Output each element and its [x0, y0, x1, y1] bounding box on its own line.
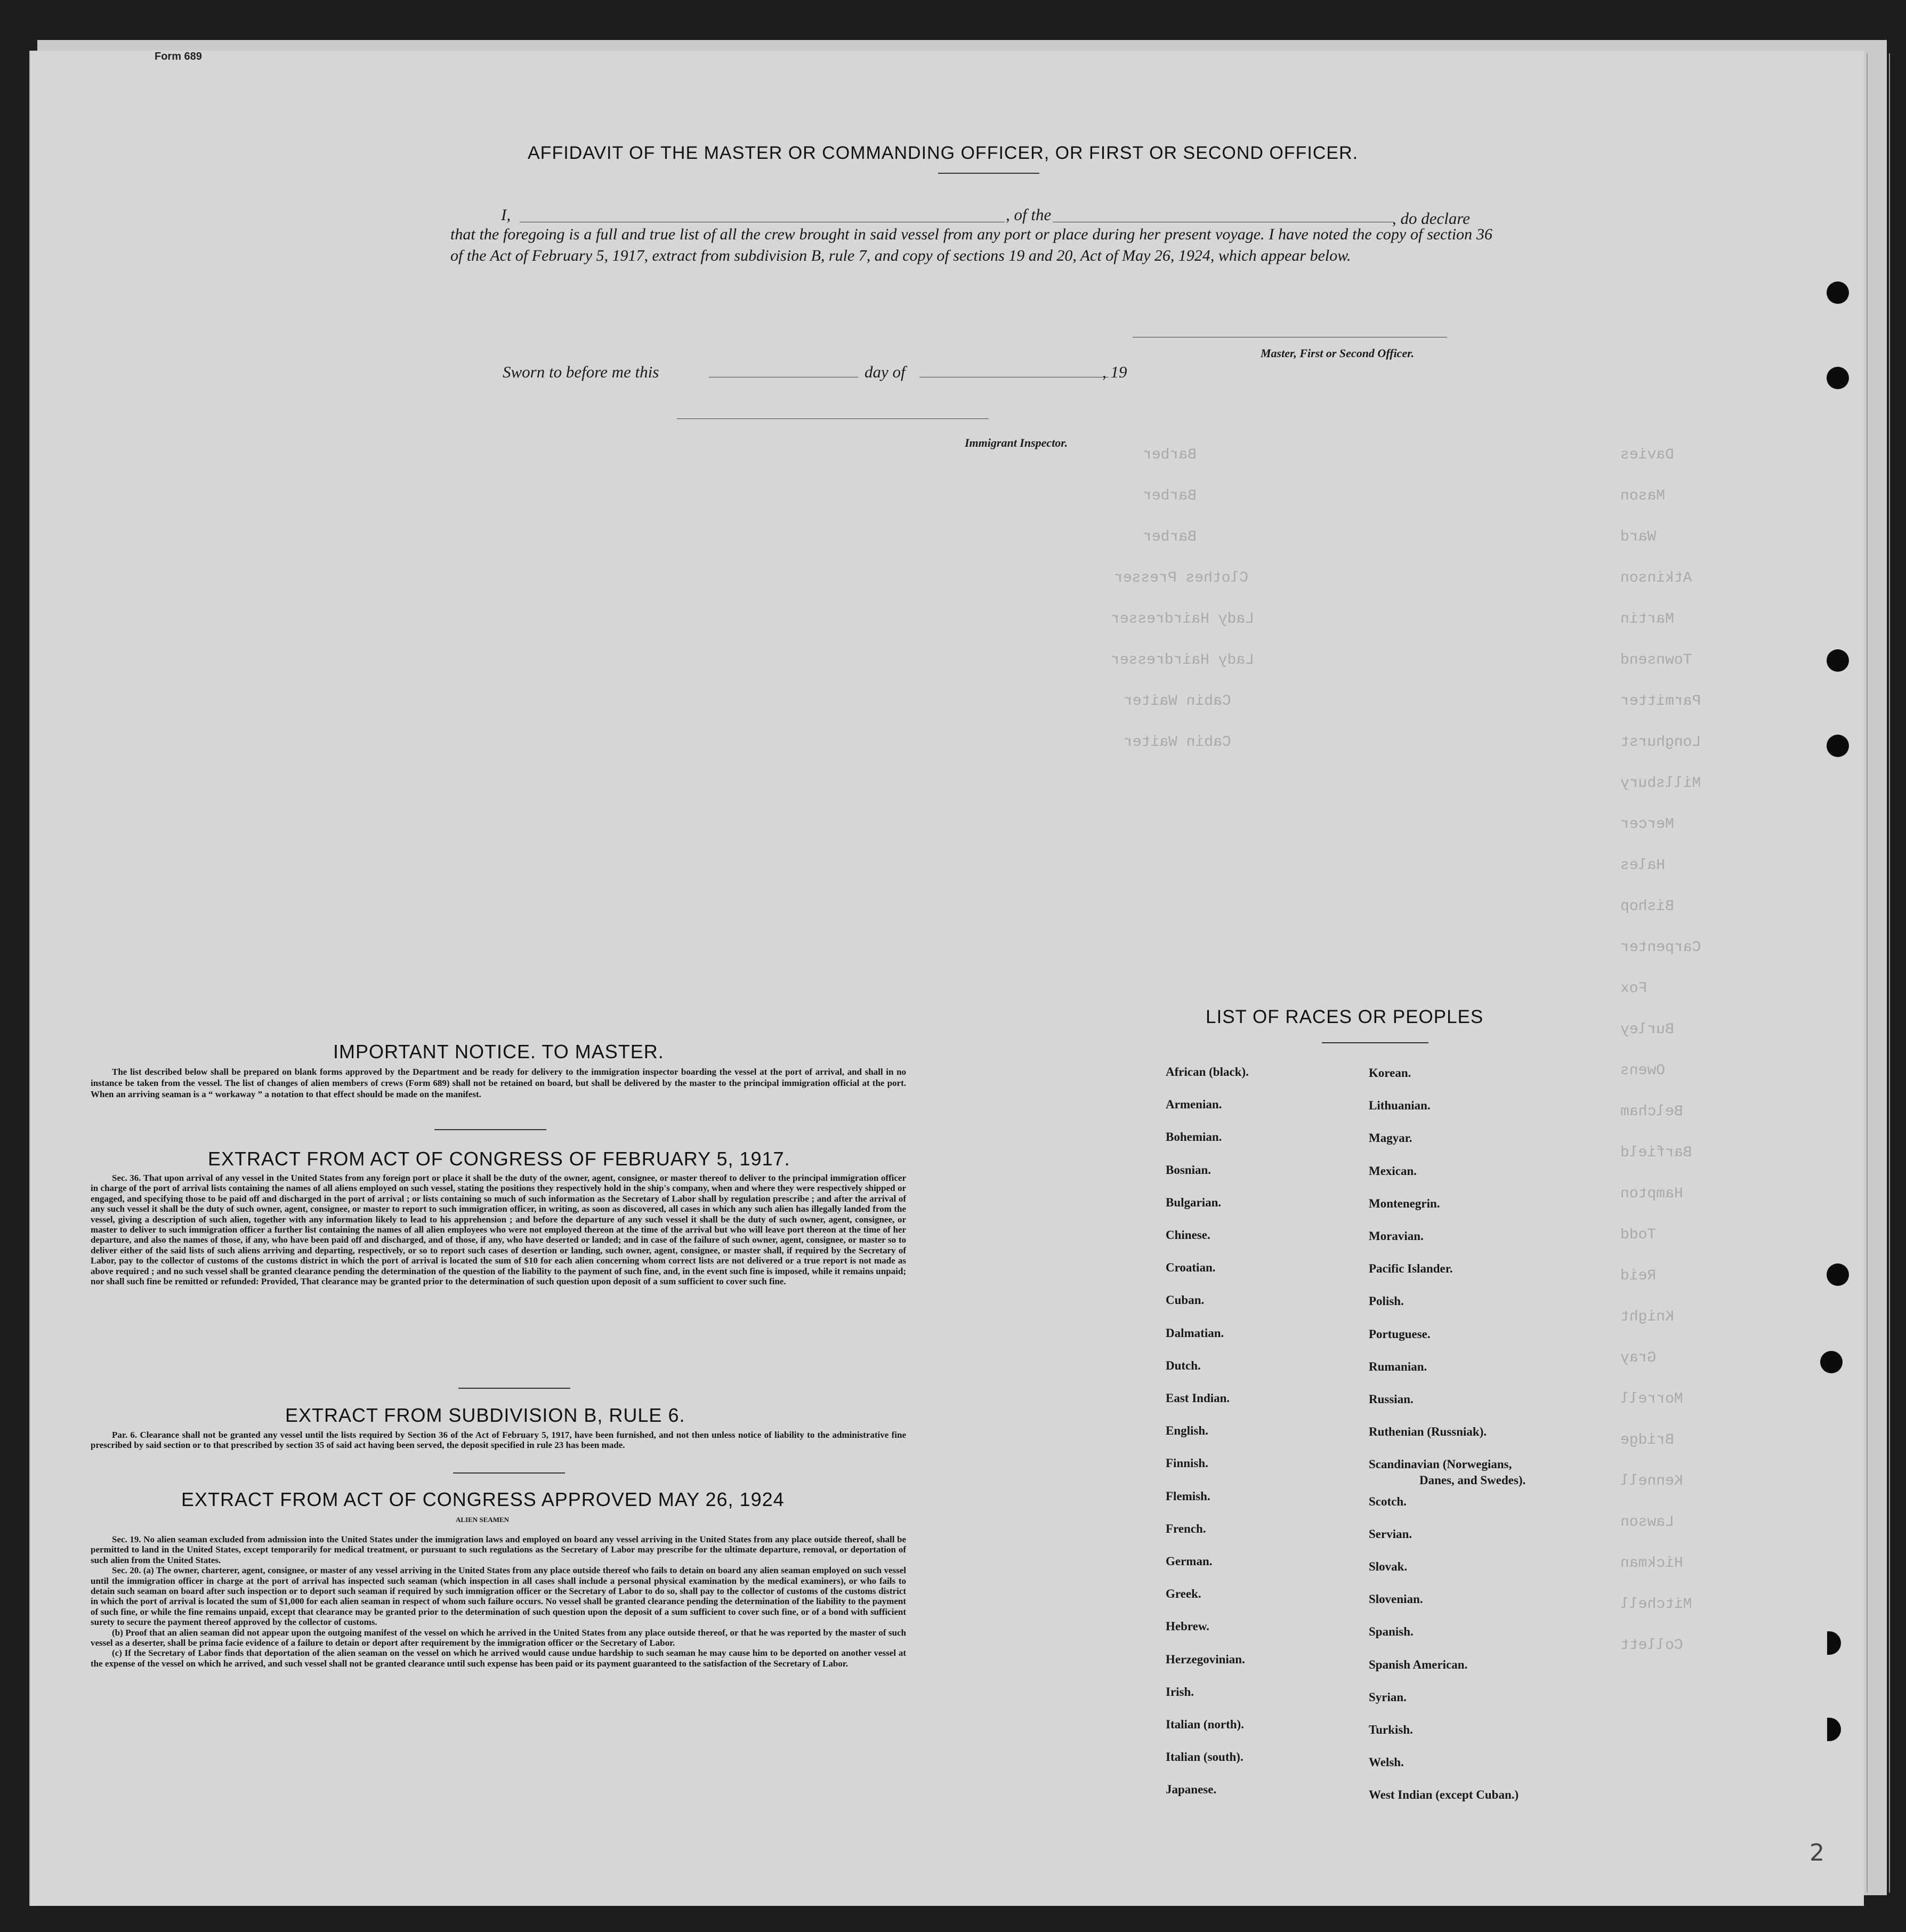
title-rule: [938, 173, 1039, 174]
race-item: Herzegovinian.: [1166, 1652, 1245, 1666]
bleed-name: Longhurst: [1620, 734, 1701, 751]
bleed-occupation: Barber: [1143, 488, 1197, 504]
bleed-name: Burley: [1620, 1021, 1674, 1038]
extract-rule6-body: [91, 1430, 906, 1451]
race-item: Pacific Islander.: [1369, 1262, 1453, 1276]
race-item: Magyar.: [1369, 1131, 1412, 1145]
race-item: Rumanian.: [1369, 1359, 1427, 1373]
bleed-name: Fox: [1620, 980, 1647, 997]
race-item: Japanese.: [1166, 1783, 1217, 1797]
notice-body: The list described below shall be prepared on blank forms approved by the Department and be ready for delivery to the immigration inspector boarding the vessel at the port of arrival, and shall in no instance be taken from the vessel. The list of changes of alien members of crews (Form 689) shall not be retained on board, but shall be delivered by the master to the principal immigration official at the port. When an arriving seaman is a “ workaway ” a notation to that effect should be made on the manifest.: [91, 1067, 906, 1099]
i-label: I,: [501, 205, 511, 224]
bleed-name: Owens: [1620, 1062, 1666, 1079]
bleed-name: Townsend: [1620, 652, 1692, 669]
race-item: Servian.: [1369, 1527, 1412, 1541]
day-of-label: day of: [865, 363, 906, 381]
extract-rule: [458, 1388, 570, 1389]
bleed-name: Morrell: [1620, 1391, 1683, 1407]
race-item: Moravian.: [1369, 1229, 1424, 1243]
punch-hole: [1827, 649, 1849, 672]
race-item: Turkish.: [1369, 1723, 1413, 1736]
bleed-name: Martin: [1620, 611, 1674, 627]
bleed-name: Bridge: [1620, 1432, 1674, 1448]
do-declare-label: , do declare: [1392, 209, 1471, 228]
punch-hole: [1820, 1351, 1843, 1373]
bleed-name: Mason: [1620, 488, 1666, 504]
extract-1917-body: [91, 1173, 906, 1286]
race-item: Korean.: [1369, 1066, 1411, 1080]
races-rule: [1322, 1042, 1428, 1043]
race-item: Spanish American.: [1369, 1657, 1468, 1671]
race-item: Lithuanian.: [1369, 1099, 1431, 1113]
bleed-occupation: Clothes Presser: [1114, 570, 1249, 586]
race-item: Armenian.: [1166, 1098, 1222, 1112]
bleed-name: Hickman: [1620, 1555, 1683, 1572]
notice-rule: [434, 1129, 546, 1130]
bleed-name: Todd: [1620, 1227, 1657, 1243]
race-item: Flemish.: [1166, 1489, 1210, 1503]
race-item: Montenegrin.: [1369, 1196, 1440, 1210]
bleed-occupation: Barber: [1143, 447, 1197, 463]
section-20c-text: (c) If the Secretary of Labor finds that deportation of the alien seaman on the vessel on which he arrived would cause undue hardship to such seaman he may cause him to be deported on another vessel at the expense of the vessel on which he arrived, and such vessel shall not be granted clearance until such expense has been paid or its payment guaranteed to the satisfaction of the Secretary of Labor.: [91, 1648, 906, 1669]
bleed-occupation: Cabin Waiter: [1124, 734, 1231, 751]
bleed-occupation: Cabin Waiter: [1124, 693, 1231, 710]
race-item: Bulgarian.: [1166, 1195, 1222, 1209]
bleed-name: Bishop: [1620, 898, 1674, 915]
punch-hole: [1827, 735, 1849, 757]
bleed-occupation: Lady Hairdresser: [1111, 611, 1254, 627]
bleed-name: Hales: [1620, 857, 1666, 874]
inspector-signature-line[interactable]: [677, 418, 989, 419]
race-item: Hebrew.: [1166, 1620, 1209, 1633]
race-item: West Indian (except Cuban.): [1369, 1788, 1519, 1802]
race-item: Spanish.: [1369, 1625, 1414, 1639]
race-item: Danes, and Swedes).: [1419, 1474, 1526, 1487]
race-item: Polish.: [1369, 1294, 1404, 1308]
race-item: Bosnian.: [1166, 1163, 1212, 1177]
bleed-name: Lawson: [1620, 1514, 1674, 1531]
punch-hole: [1827, 367, 1849, 389]
bleed-name: Gray: [1620, 1350, 1657, 1366]
race-item: Slovenian.: [1369, 1592, 1423, 1606]
bleed-name: Reid: [1620, 1268, 1657, 1284]
race-item: German.: [1166, 1555, 1213, 1568]
section-20b-text: (b) Proof that an alien seaman did not appear upon the outgoing manifest of the vessel on which he arrived in the United States from any place outside thereof, or that he was reported by the master of such vessel as a deserter, shall be prima facie evidence of a failure to detain or deport after requirement by the immigration officer or the Secretary of Labor.: [91, 1627, 906, 1648]
race-item: Slovak.: [1369, 1560, 1408, 1573]
punch-hole: [1827, 1263, 1849, 1286]
bleed-name: Atkinson: [1620, 570, 1692, 586]
extract-1924-body: [91, 1534, 906, 1669]
race-item: Scandinavian (Norwegians,: [1369, 1458, 1512, 1471]
extract-1924-title: EXTRACT FROM ACT OF CONGRESS APPROVED MAY 26, 1924: [181, 1488, 785, 1510]
race-item: Italian (south).: [1166, 1750, 1243, 1764]
section-20a-text: Sec. 20. (a) The owner, charterer, agent, consignee, or master of any vessel arriving in the United States from any place outside thereof who fails to detain on board any alien seaman employed on such vessel until the immigration officer in charge at the port of arrival has inspected such seaman (which inspection in all cases shall include a personal physical examination by the medical examiners), or who fails to detain such seaman on board after such inspection or to deport such seaman if required by such immigration officer or the Secretary of Labor to do so, shall pay to the collector of customs of the customs district in which the port of arrival is located the sum of $1,000 for each alien seaman in respect of whom such failure occurs. No vessel shall be granted clearance pending the determination of the liability to the payment of such fine, or while the fine remains unpaid, except that clearance may be granted prior to the determination of such question upon the deposit of a sum sufficient to cover such fine, or of a bond with sufficient surety to secure the payment thereof approved by the collector of customs.: [91, 1565, 906, 1628]
race-item: French.: [1166, 1522, 1206, 1535]
section-36-text: Sec. 36. That upon arrival of any vessel in the United States from any foreign port or place it shall be the duty of the owner, agent, consignee, or master thereof to deliver to the principal immigration officer in charge of the port of arrival lists containing the names of all aliens employed on such vessel, stating the positions they respectively hold in the ship's company, when and where they were respectively shipped or engaged, and specifying those to be paid off and discharged in the port of arrival ; or lists containing so much of such information as the Secretary of Labor shall by regulation prescribe ; and after the arrival of any such vessel it shall be the duty of such owner, agent, consignee, or master to report to such immigration officer, in writing, as soon as discovered, all cases in which any such alien has illegally landed from the vessel, giving a description of such alien, together with any information likely to lead to his apprehension ; and before the departure of any such vessel it shall be the duty of such owner, agent, consignee, or master to deliver to such immigration officer a further list containing the names of all alien employees who were not employed thereon at the time of the arrival but who will leave port thereon at the time of her departure, and also the names of those, if any, who have been paid off and discharged, and of those, if any, who have deserted or landed; and in case of the failure of such owner, agent, consignee, or master so to deliver either of the said lists of such aliens arriving and departing, respectively, or so to report such cases of desertion or landing, such owner, agent, consignee, or master shall, if required by the Secretary of Labor, pay to the collector of customs of the customs district in which the port of arrival is located the sum of $10 for each alien concerning whom correct lists are not delivered or a true report is not made as above required ; and no such vessel shall be granted clearance pending the determination of the question of the liability to the payment of such fine, and, in the event such fine is imposed, while it remains unpaid; nor shall such fine be remitted or refunded: Provided, That clearance may be granted prior to the determination of such question upon deposit of a sum sufficient to cover such fine.: [91, 1173, 906, 1287]
race-item: Scotch.: [1369, 1494, 1407, 1508]
race-item: Dalmatian.: [1166, 1326, 1224, 1340]
sworn-label: Sworn to before me this: [503, 363, 659, 381]
bleed-name: Parmitter: [1620, 693, 1701, 710]
section-19-text: Sec. 19. No alien seaman excluded from admission into the United States under the immigration laws and employed on board any vessel arriving in the United States from any place outside thereof, shall be permitted to land in the United States, except temporarily for medical treatment, or pursuant to such regulations as the Secretary of Labor may prescribe for the ultimate departure, removal, or deportation of such alien from the United States.: [91, 1534, 906, 1565]
bleed-name: Knight: [1620, 1309, 1674, 1325]
bleed-name: Belcham: [1620, 1104, 1683, 1120]
extract-1917-title: EXTRACT FROM ACT OF CONGRESS OF FEBRUARY 5, 1917.: [208, 1148, 790, 1170]
bleed-occupation: Barber: [1143, 529, 1197, 545]
race-item: Dutch.: [1166, 1358, 1201, 1372]
bleed-name: Mercer: [1620, 816, 1674, 833]
bleed-name: Barfield: [1620, 1145, 1692, 1161]
race-item: Irish.: [1166, 1685, 1194, 1698]
race-item: Finnish.: [1166, 1456, 1208, 1470]
races-title: LIST OF RACES OR PEOPLES: [1206, 1007, 1484, 1027]
bleed-name: Ward: [1620, 529, 1657, 545]
bleed-name: Collett: [1620, 1637, 1683, 1654]
punch-hole: [1827, 281, 1849, 304]
year-label: , 19: [1102, 363, 1127, 381]
race-item: Welsh.: [1369, 1756, 1404, 1769]
race-item: Syrian.: [1369, 1690, 1407, 1704]
race-item: Chinese.: [1166, 1228, 1210, 1242]
race-item: Russian.: [1369, 1392, 1414, 1406]
page-edge: [1867, 53, 1890, 1893]
alien-seamen-subtitle: ALIEN SEAMEN: [456, 1516, 510, 1524]
race-item: English.: [1166, 1424, 1208, 1438]
race-item: Greek.: [1166, 1587, 1201, 1601]
extract-rule6-title: EXTRACT FROM SUBDIVISION B, RULE 6.: [285, 1404, 685, 1426]
rule6-text: Par. 6. Clearance shall not be granted any vessel until the lists required by Section 36 of the Act of February 5, 1917, have been furnished, and not then unless notice of liability to the administrative fine prescribed by said section or to that prescribed by section 35 of said act having been served, the deposit specified in rule 23 has been made.: [91, 1430, 906, 1451]
affidavit-title: AFFIDAVIT OF THE MASTER OR COMMANDING OFFICER, OR FIRST OR SECOND OFFICER.: [528, 143, 1359, 163]
bleed-name: Kennell: [1620, 1473, 1683, 1490]
of-the-label: , of the: [1006, 205, 1052, 224]
race-item: Bohemian.: [1166, 1130, 1222, 1144]
master-signature-label: Master, First or Second Officer.: [1261, 347, 1415, 360]
race-item: Croatian.: [1166, 1261, 1216, 1275]
form-number: Form 689: [155, 51, 202, 62]
bleed-name: Hampton: [1620, 1186, 1683, 1202]
bleed-name: Millsbury: [1620, 775, 1701, 792]
notice-title: IMPORTANT NOTICE. TO MASTER.: [333, 1041, 664, 1062]
race-item: Italian (north).: [1166, 1718, 1244, 1731]
race-item: Cuban.: [1166, 1293, 1205, 1307]
race-item: East Indian.: [1166, 1391, 1230, 1405]
affidavit-body: that the foregoing is a full and true list of all the crew brought in said vessel from any port or place during her present voyage. I have noted the copy of section 36 of the Act of February 5, 1917, extract from subdivision B, rule 7, and copy of sections 19 and 20, Act of May 26, 1924, which appear below.: [450, 226, 1492, 264]
race-item: Mexican.: [1369, 1164, 1417, 1178]
race-item: African (black).: [1166, 1065, 1249, 1078]
bleed-name: Mitchell: [1620, 1596, 1692, 1613]
margin-pencil-mark: 2: [1810, 1839, 1824, 1866]
race-item: Portuguese.: [1369, 1327, 1431, 1341]
race-item: Ruthenian (Russniak).: [1369, 1425, 1487, 1439]
bleed-occupation: Lady Hairdresser: [1111, 652, 1254, 669]
bleed-name: Davies: [1620, 447, 1674, 463]
bleed-name: Carpenter: [1620, 939, 1701, 956]
rule6-rule: [453, 1472, 565, 1474]
inspector-label: Immigrant Inspector.: [965, 436, 1068, 449]
